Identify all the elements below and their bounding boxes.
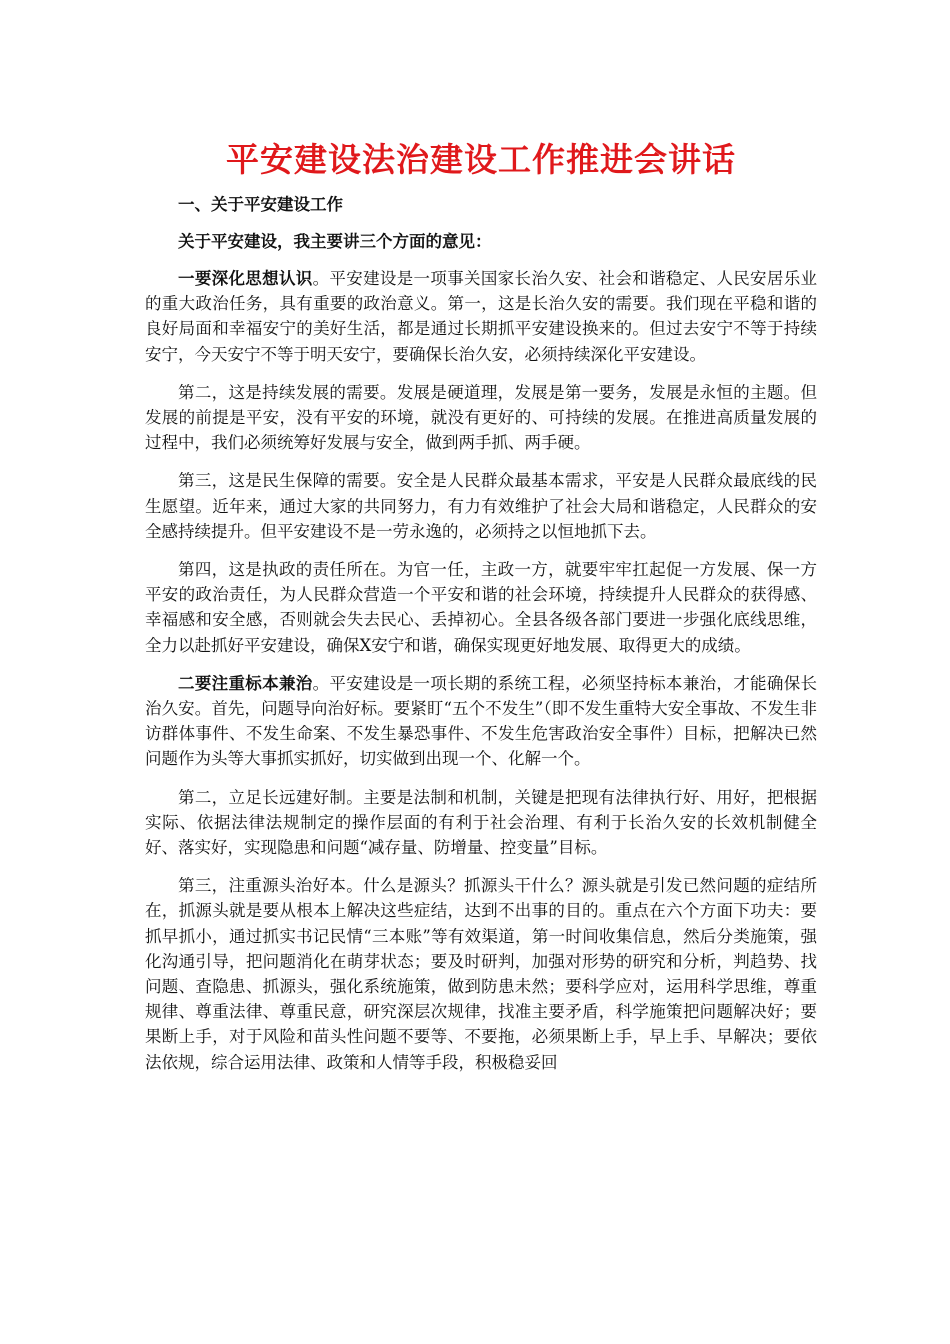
paragraph xyxy=(145,671,817,772)
document-page xyxy=(145,138,817,1088)
intro-line: 关于平安建设，我主要讲三个方面的意见： xyxy=(178,232,492,251)
paragraph-lead: 一要深化思想认识 xyxy=(178,269,313,288)
section-heading: 一、关于平安建设工作 xyxy=(178,195,343,214)
paragraph xyxy=(145,557,817,658)
paragraph-text: 第四，这是执政的责任所在。为官一任，主政一方，就要牢牢扛起促一方发展、保一方平安的政治责任，为人民群众营造一个平安和谐的社会环境，持续提升人民群众的获得感、幸福感和安全感，否则就会失去民心、丢掉初心。全县各级各部门要进一步强化底线思维，全力以赴抓好平安建设，确保X安宁和谐，确保实现更好地发展、取得更大的成绩。 xyxy=(145,560,817,655)
paragraph xyxy=(145,785,817,861)
paragraph xyxy=(145,380,817,456)
paragraph xyxy=(145,266,817,367)
paragraph-lead: 二要注重标本兼治 xyxy=(178,673,313,693)
paragraph xyxy=(145,873,817,1075)
paragraph xyxy=(145,468,817,544)
document-title: 平安建设法治建设工作推进会讲话 xyxy=(226,140,736,179)
paragraph-text: 第二，立足长远建好制。主要是法制和机制，关键是把现有法律执行好、用好，把根据实际、依据法律法规制定的操作层面的有利于社会治理、有利于长治久安的长效机制健全好、落实好，实现隐患和问题“减存量、防增量、控变量”目标。 xyxy=(145,787,817,858)
paragraph-text: 第三，这是民生保障的需要。安全是人民群众最基本需求，平安是人民群众最底线的民生愿望。近年来，通过大家的共同努力，有力有效维护了社会大局和谐稳定，人民群众的安全感持续提升。但平安建设不是一劳永逸的，必须持之以恒地抓下去。 xyxy=(145,471,817,541)
paragraph-text: 。平安建设是一项长期的系统工程，必须坚持标本兼治，才能确保长治久安。首先，问题导向治好标。要紧盯“五个不发生”（即不发生重特大安全事故、不发生非访群体事件、不发生命案、不发生暴恐事件、不发生危害政治安全事件）目标，把解决已然问题作为头等大事抓实抓好，切实做到出现一个、化解一个。 xyxy=(145,673,818,769)
paragraph-text: 第三，注重源头治好本。什么是源头？抓源头干什么？源头就是引发已然问题的症结所在，抓源头就是要从根本上解决这些症结，达到不出事的目的。重点在六个方面下功夫：要抓早抓小，通过抓实书记民情“三本账”等有效渠道，第一时间收集信息，然后分类施策，强化沟通引导，把问题消化在萌芽状态；要及时研判，加强对形势的研究和分析，判趋势、找问题、查隐患、抓源头，强化系统施策，做到防患未然；要科学应对，运用科学思维，尊重规律、尊重法律、尊重民意，研究深层次规律，找准主要矛盾，科学施策把问题解决好；要果断上手，对于风险和苗头性问题不要等、不要拖，必须果断上手，早上手、早解决；要依法依规，综合运用法律、政策和人情等手段，积极稳妥回 xyxy=(145,876,817,1072)
paragraph-text: 。平安建设是一项事关国家长治久安、社会和谐稳定、人民安居乐业的重大政治任务，具有重要的政治意义。第一，这是长治久安的需要。我们现在平稳和谐的良好局面和幸福安宁的美好生活，都是通过长期抓平安建设换来的。但过去安宁不等于持续安宁，今天安宁不等于明天安宁，要确保长治久安，必须持续深化平安建设。 xyxy=(145,269,818,364)
paragraph-text: 第二，这是持续发展的需要。发展是硬道理，发展是第一要务，发展是永恒的主题。但发展的前提是平安，没有平安的环境，就没有更好的、可持续的发展。在推进高质量发展的过程中，我们必须统筹好发展与安全，做到两手抓、两手硬。 xyxy=(145,382,817,453)
